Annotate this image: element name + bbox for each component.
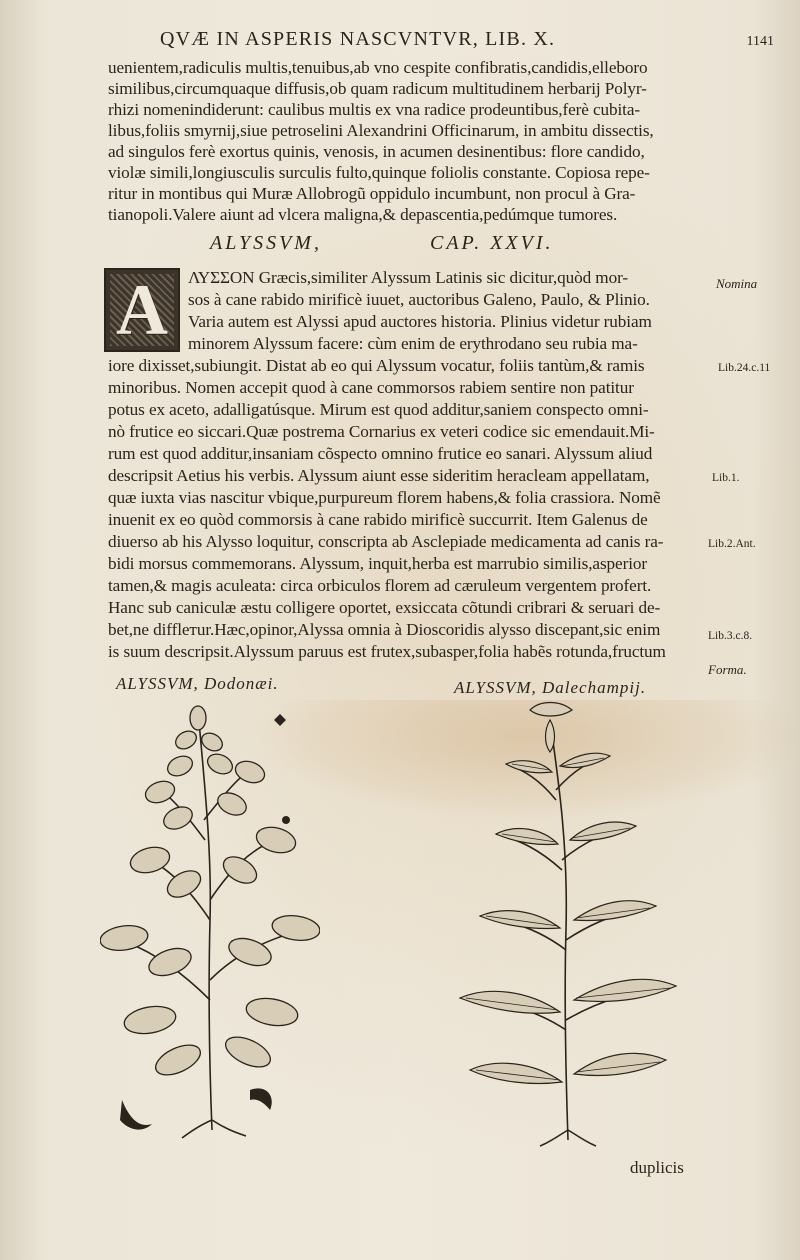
figure-caption-right: ALYSSVM, Dalechampij. [454, 678, 647, 697]
margin-note-ref: Lib.1. [712, 472, 740, 484]
text-line: ΛΥΣΣΟΝ Græcis,similiter Alyssum Latinis sic dicitur,quòd mor- [188, 268, 628, 287]
text-line: similibus,circumquaque diffusis,ob quam radicum multitudinem herbarij Polyr- [108, 79, 647, 98]
text-line: is suum descripsit.Alyssum paruus est frutex,subasper,folia habẽs rotunda,fructum [108, 642, 666, 661]
text-line: minorem Alyssum facere: cùm enim de erythrodano seu rubia ma- [188, 334, 638, 353]
chapter-number: CAP. XXVI. [430, 232, 554, 254]
decorated-initial [104, 268, 180, 352]
figure-caption-left: ALYSSVM, Dodonæi. [116, 674, 279, 693]
text-line: diuerso ab his Alysso loquitur, conscripta ab Asclepiade medicamenta ad canis ra- [108, 532, 664, 551]
margin-note-ref: Lib.3.c.8. [708, 630, 753, 642]
text-line: Varia autem est Alyssi apud auctores historia. Plinius videtur rubiam [188, 312, 652, 331]
folio-number: 1141 [746, 34, 774, 49]
text-line: nò frutice eo siccari.Quæ postrema Cornarius ex veteri codice sic emendauit.Mi- [108, 422, 655, 441]
catchword: duplicis [630, 1158, 684, 1177]
woodcut-plant-left-illustration [100, 700, 320, 1140]
text-line: minoribus. Nomen accepit quod à cane commorsos rabiem sentire non patitur [108, 378, 634, 397]
text-line: tianopoli.Valere aiunt ad vlcera maligna,& depascentia,pedúmque tumores. [108, 205, 618, 224]
chapter-heading [210, 232, 570, 260]
text-line: rum est quod additur,insaniam cõspecto omnino frutice eo sanari. Alyssum aliud [108, 444, 653, 463]
initial-ornament [110, 270, 174, 350]
text-line: descripsit Aetius his verbis. Alyssum aiunt esse sideritim heracleam appellatam, [108, 466, 650, 485]
margin-note-ref: Lib.2.Ant. [708, 538, 756, 550]
text-line: ritur in montibus qui Muræ Allobrogũ oppidulo incumbunt, non procul à Gra- [108, 184, 636, 203]
text-line: ad singulos ferè exortus quinis, venosis, in acumen desinentibus: flore candido, [108, 142, 645, 161]
text-line: inuenit ex eo quòd commorsis à cane rabido mirificè succurrit. Item Galenus de [108, 510, 648, 529]
text-line: libus,foliis smyrnij,siue petroselini Alexandrini Officinarum, in ambitu dissectis, [108, 121, 654, 140]
margin-note-forma: Forma. [708, 662, 747, 677]
text-line: bet,ne difflетur.Hæc,opinor,Alyssa omnia à Dioscoridis alysso discepant,sic enim [108, 620, 661, 639]
text-line: iore dixisset,subiungit. Distat ab eo qui Alyssum vocatur, foliis tantùm,& ramis [108, 356, 645, 375]
text-line: potus ex aceto, adalligatúsque. Mirum est quod additur,saniem conspecto omni- [108, 400, 649, 419]
initial-letter: A [116, 270, 168, 350]
text-line: rhizi nomenindiderunt: caulibus multis ex vna radice prodeuntibus,ferè cubita- [108, 100, 641, 119]
running-title: QVÆ IN ASPERIS NASCVNTVR, LIB. X. [160, 28, 556, 50]
text-line: sos à cane rabido mirificè iuuet, auctoribus Galeno, Paulo, & Plinio. [188, 290, 650, 309]
running-header [160, 28, 780, 54]
text-line: quæ iuxta vias nascitur vbique,purpureum florem habens,& folia crassiora. Nomẽ [108, 488, 661, 507]
text-line: Hanc sub caniculæ æstu colligere oportet, exsiccata cõtundi cribrari & seruari de- [108, 598, 661, 617]
text-line: violæ simili,longiusculis surculis fulto,quinque foliolis constante. Copiosa repe- [108, 163, 650, 182]
text-line: tamen,& magis aculeata: circa orbiculos florem ad cæruleum vergentem profert. [108, 576, 652, 595]
woodcut-plant-right-illustration [440, 700, 690, 1150]
text-line: uenientem,radiculis multis,tenuibus,ab vno cespite confibratis,candidis,elleboro [108, 58, 648, 77]
margin-note-ref: Lib.24.c.11 [718, 362, 771, 374]
chapter-title: ALYSSVM, [210, 232, 322, 254]
margin-note-nomina: Nomina [716, 276, 758, 291]
text-line: bidi morsus commemorans. Alyssum, inquit,herba est marrubio similis,asperior [108, 554, 647, 573]
